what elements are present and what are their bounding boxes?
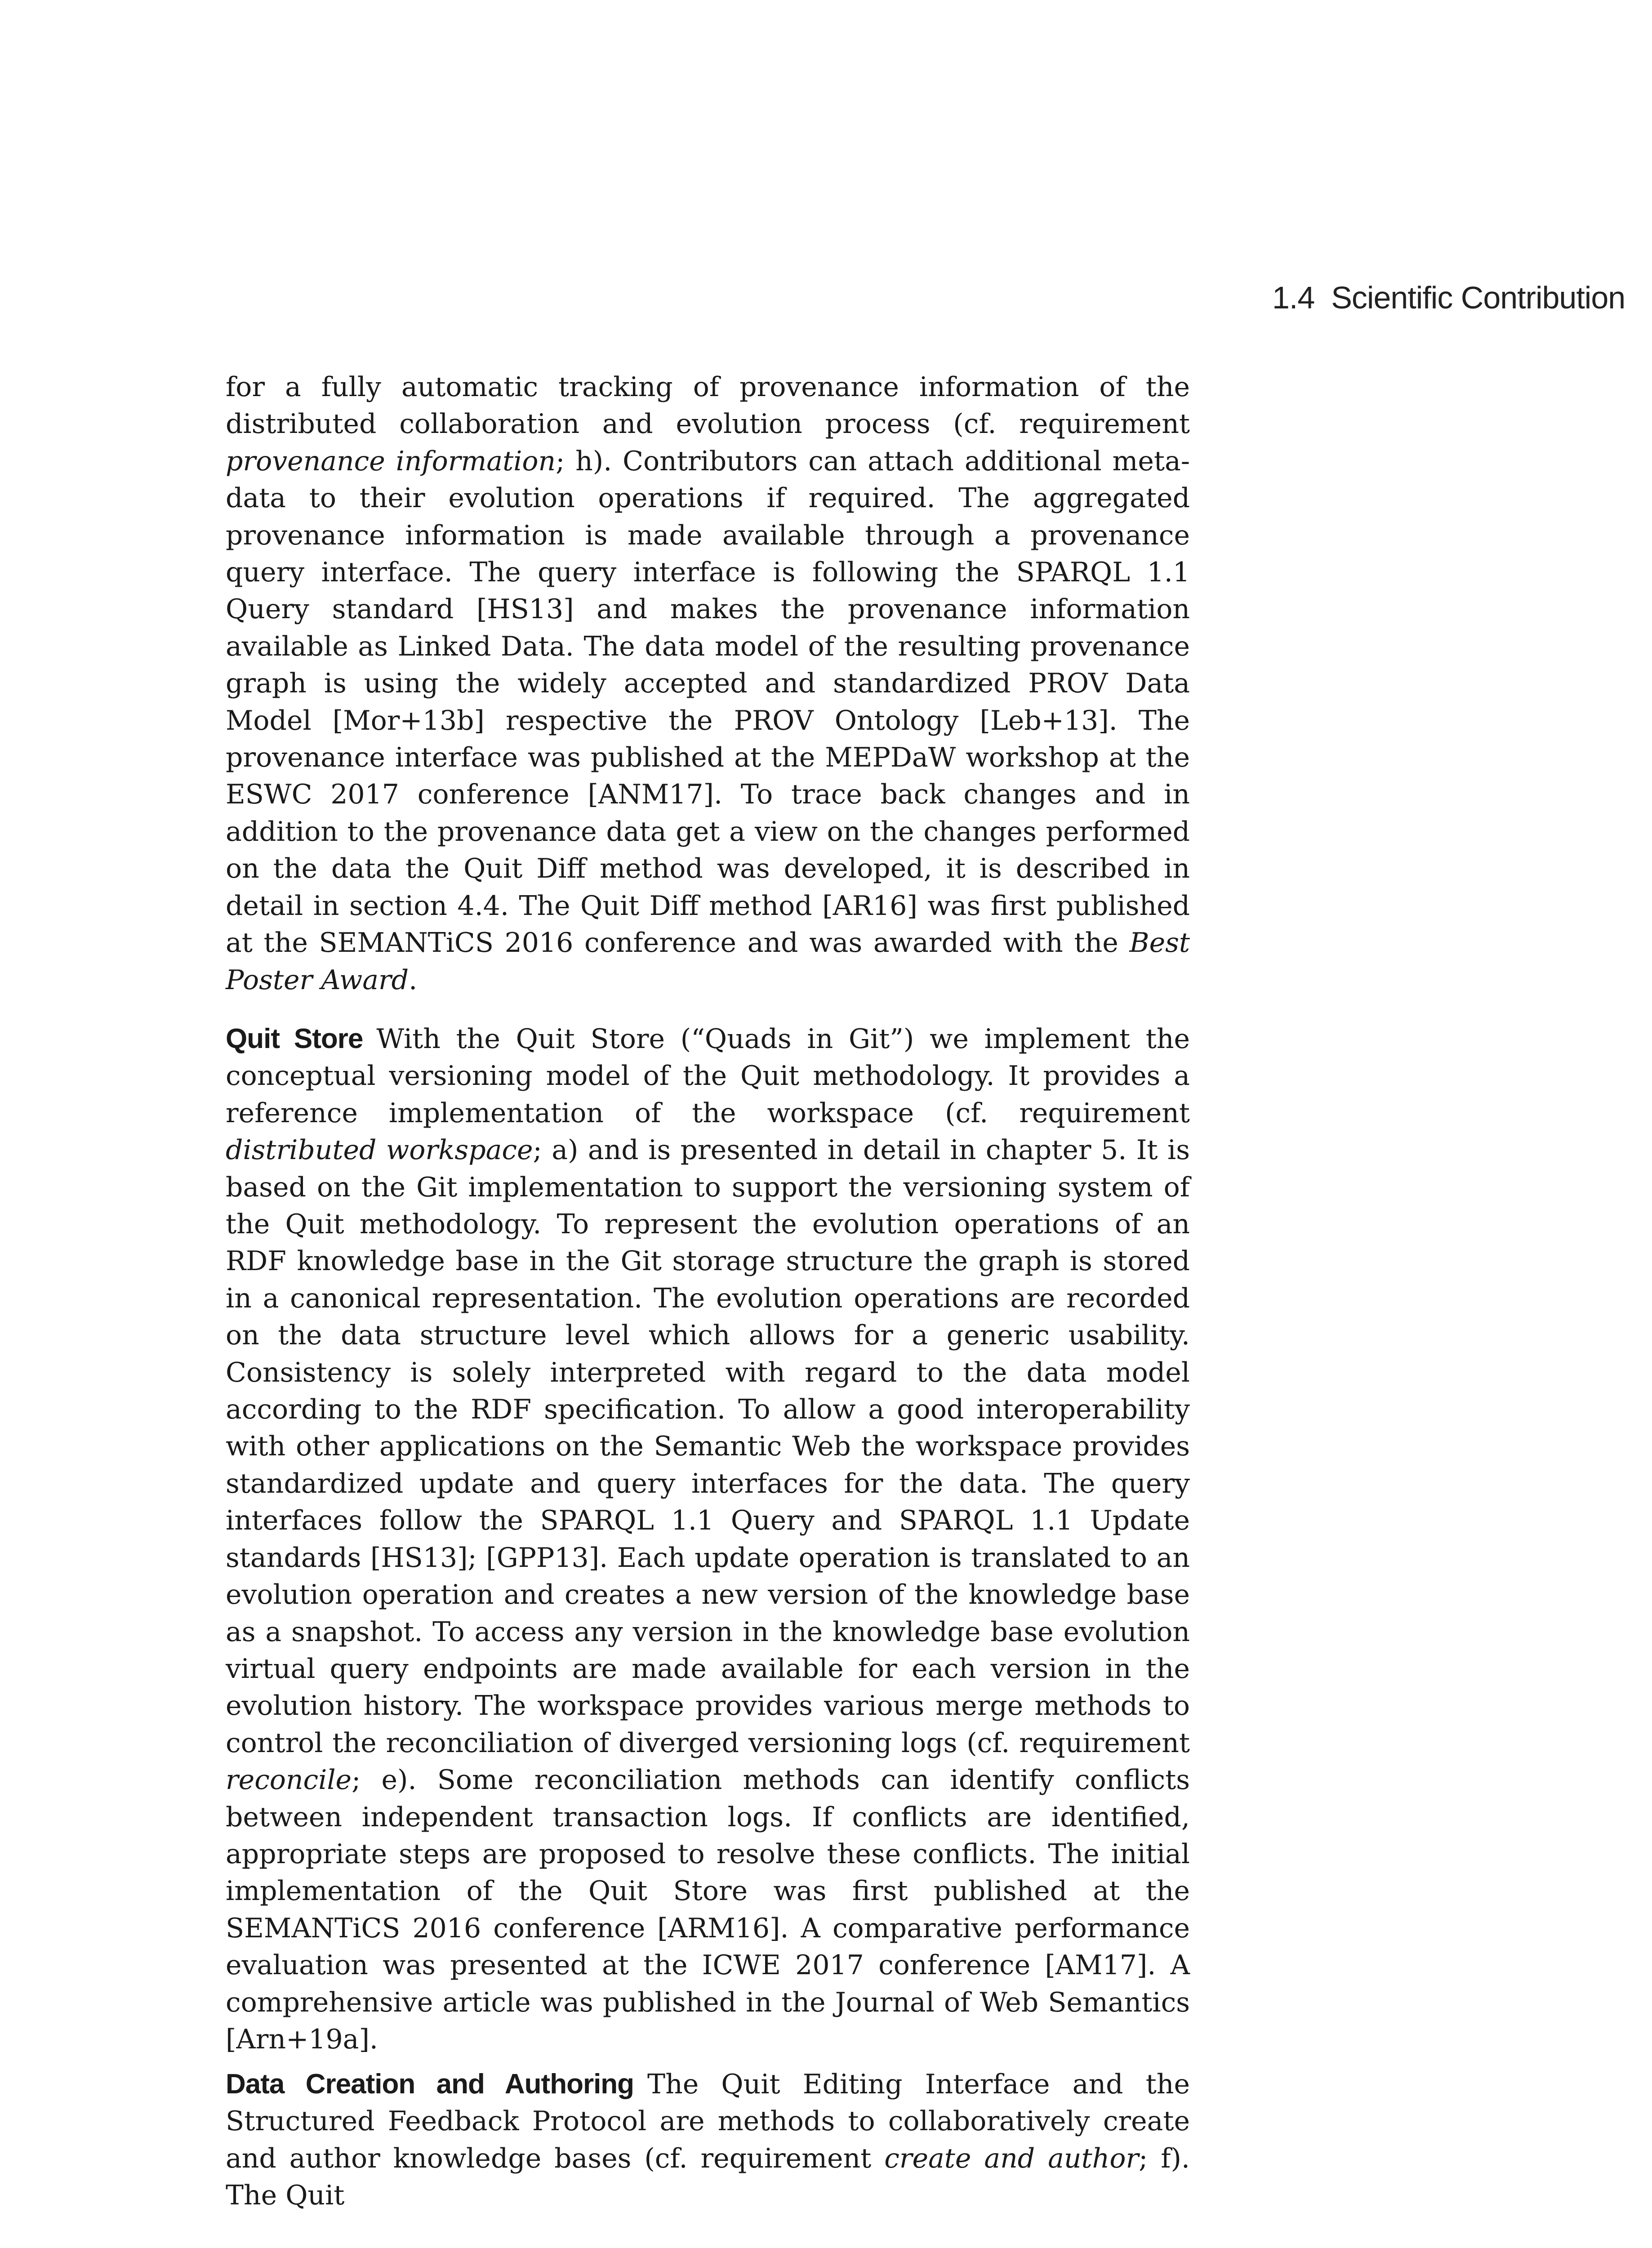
paragraph-text: With the Quit Store (“Quads in Git”) we implement the conceptual versioning model of the Quit methodology. It provides a reference implementation of the workspace (cf. requirement [226,1023,1190,1129]
emphasis-text: create and author [884,2142,1139,2174]
paragraph-text: ; e). Some reconciliation methods can identify conflicts between independent transaction logs. If conflicts are identified, appropriate steps are proposed to resolve these conflicts. The initial implementation of the Quit Store was first published at the SEMANTiCS 2016 conference [ARM16]. A comparative performance evaluation was presented at the ICWE 2017 conference [AM17]. A comprehensive article was published in the Journal of Web Semantics [Arn+19a]. [226,1764,1190,2055]
emphasis-text: distributed workspace [226,1134,533,1166]
section-title: Scientific Contribution [1331,280,1625,315]
paragraph-text: . [409,964,418,996]
paragraph-heading: Quit Store [226,1023,363,1054]
paragraph-text: ; a) and is presented in detail in chapter 5. It is based on the Git implementation to support the versioning system of the Quit methodology. To represent the evolution operations of an RDF knowledge base in the Git storage structure the graph is stored in a canonical representation. The evolution operations are recorded on the data structure level which allows for a generic usability. Consistency is solely interpreted with regard to the data model according to the RDF specification. To allow a good interoperability with other applications on the Semantic Web the workspace provides standardized update and query interfaces for the data. The query interfaces follow the SPARQL 1.1 Query and SPARQL 1.1 Update standards [HS13]; [GPP13]. Each update operation is translated to an evolution operation and creates a new version of the knowledge base as a snapshot. To access any version in the knowledge base evolution virtual query endpoints are made available for each version in the evolution history. The workspace provides various merge methods to control the reconciliation of diverged versioning logs (cf. requirement [226,1134,1190,1759]
paragraph-text: ; f). The Quit [226,2142,1190,2212]
paragraph-text: ; h). Contributors can attach additional meta-data to their evolution operations if required. The aggregated provenance information is made available through a provenance query interface. The query interface is following the SPARQL 1.1 Query standard [HS13] and makes the provenance information available as Linked Data. The data model of the resulting provenance graph is using the widely accepted and standardized PROV Data Model [Mor+13b] respective the PROV Ontology [Leb+13]. The provenance interface was published at the MEPDaW workshop at the ESWC 2017 conference [ANM17]. To trace back changes and in addition to the provenance data get a view on the changes performed on the data the Quit Diff method was developed, it is described in detail in section 4.4. The Quit Diff method [AR16] was first published at the SEMANTiCS 2016 conference and was awarded with the [226,445,1190,959]
emphasis-text: reconcile [226,1764,352,1796]
running-header [1272,280,1625,316]
paragraph-text: The Quit Editing Interface and the Structured Feedback Protocol are methods to collaboratively create and author knowledge bases (cf. requirement [226,2069,1190,2174]
paragraph-quit-store [226,1021,1190,2058]
paragraph-provenance [226,369,1190,999]
paragraph-data-creation [226,2066,1190,2214]
paragraph-text: for a fully automatic tracking of provenance information of the distributed collaboration and evolution process (cf. requirement [226,371,1190,440]
emphasis-text: provenance information [226,445,556,477]
paragraph-heading: Data Creation and Authoring [226,2069,634,2100]
section-number: 1.4 [1272,280,1315,315]
emphasis-text: Best Poster Award [226,927,1190,996]
